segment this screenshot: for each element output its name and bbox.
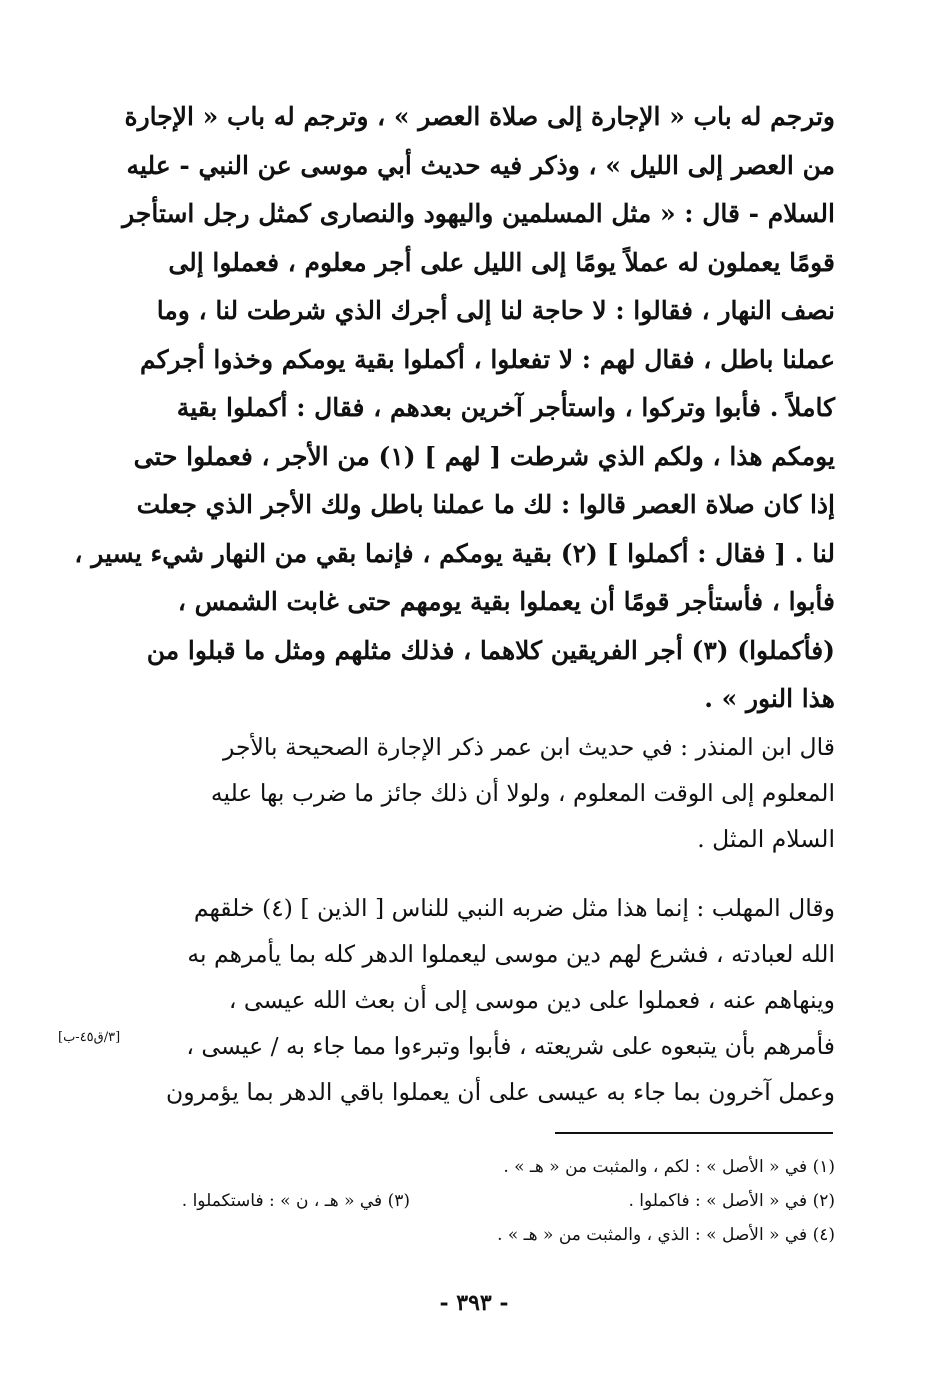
manuscript-margin-reference: [٣/ق٤٥-ب] xyxy=(58,1030,121,1045)
text-line: قومًا يعملون له عملاً يومًا إلى الليل على أجر معلوم ، فعملوا إلى xyxy=(168,247,835,277)
text-line: وترجم له باب « الإجارة إلى صلاة العصر » ، وترجم له باب « الإجارة xyxy=(124,102,835,131)
text-line: السلام - قال : « مثل المسلمين واليهود والنصارى كمثل رجل استأجر xyxy=(122,199,835,228)
footnote-divider xyxy=(555,1132,833,1134)
footnote-3: (٣) في « هـ ، ن » : فاستكملوا . xyxy=(181,1191,410,1211)
text-line: عملنا باطل ، فقال لهم : لا تفعلوا ، أكملوا بقية يومكم وخذوا أجركم xyxy=(139,344,835,374)
text-line: الله لعبادته ، فشرع لهم دين موسى ليعملوا الدهر كله بما يأمرهم به xyxy=(187,940,835,968)
text-line: هذا النور » . xyxy=(704,684,835,713)
text-line: قال ابن المنذر : في حديث ابن عمر ذكر الإجارة الصحيحة بالأجر xyxy=(223,733,835,761)
hadith-paragraph xyxy=(74,93,835,724)
ibn-almundhir-paragraph xyxy=(150,724,835,862)
text-line: وقال المهلب : إنما هذا مثل ضربه النبي للناس [ الذين ] (٤) خلقهم xyxy=(193,894,835,922)
text-line: وينهاهم عنه ، فعملوا على دين موسى إلى أن بعث الله عيسى ، xyxy=(228,986,835,1014)
text-line: (فأكملوا) (٣) أجر الفريقين كلاهما ، فذلك مثلهم ومثل ما قبلوا من xyxy=(146,635,835,665)
text-line: وعمل آخرون بما جاء به عيسى على أن يعملوا باقي الدهر بما يؤمرون xyxy=(166,1078,835,1106)
page-number: - ٣٩٣ - xyxy=(439,1290,509,1316)
text-line: نصف النهار ، فقالوا : لا حاجة لنا إلى أجرك الذي شرطت لنا ، وما xyxy=(156,296,835,325)
footnote-2: (٢) في « الأصل » : فاكملوا . xyxy=(628,1191,835,1211)
text-line: كاملاً . فأبوا وتركوا ، واستأجر آخرين بعدهم ، فقال : أكملوا بقية xyxy=(176,393,835,422)
text-line: فأبوا ، فأستأجر قومًا أن يعملوا بقية يومهم حتى غابت الشمس ، xyxy=(177,587,835,616)
text-line: لنا . [ فقال : أكملوا ] (٢) بقية يومكم ، فإنما بقي من النهار شيء يسير ، xyxy=(74,538,835,568)
text-line: إذا كان صلاة العصر قالوا : لك ما عملنا باطل ولك الأجر الذي جعلت xyxy=(136,490,835,519)
text-line: المعلوم إلى الوقت المعلوم ، ولولا أن ذلك جائز ما ضرب بها عليه xyxy=(210,779,835,807)
text-line: فأمرهم بأن يتبعوه على شريعته ، فأبوا وتبرءوا مما جاء به / عيسى ، xyxy=(186,1032,835,1060)
text-line: من العصر إلى الليل » ، وذكر فيه حديث أبي موسى عن النبي - عليه xyxy=(126,150,835,180)
footnotes xyxy=(150,1150,835,1252)
almuhallab-paragraph xyxy=(150,885,835,1115)
text-line: السلام المثل . xyxy=(697,825,835,853)
text-line: يومكم هذا ، ولكم الذي شرطت [ لهم ] (١) من الأجر ، فعملوا حتى xyxy=(133,441,835,471)
footnote-1: (١) في « الأصل » : لكم ، والمثبت من « هـ » . xyxy=(503,1157,835,1177)
footnote-row xyxy=(150,1184,835,1218)
footnote-4: (٤) في « الأصل » : الذي ، والمثبت من « هـ » . xyxy=(497,1225,835,1245)
